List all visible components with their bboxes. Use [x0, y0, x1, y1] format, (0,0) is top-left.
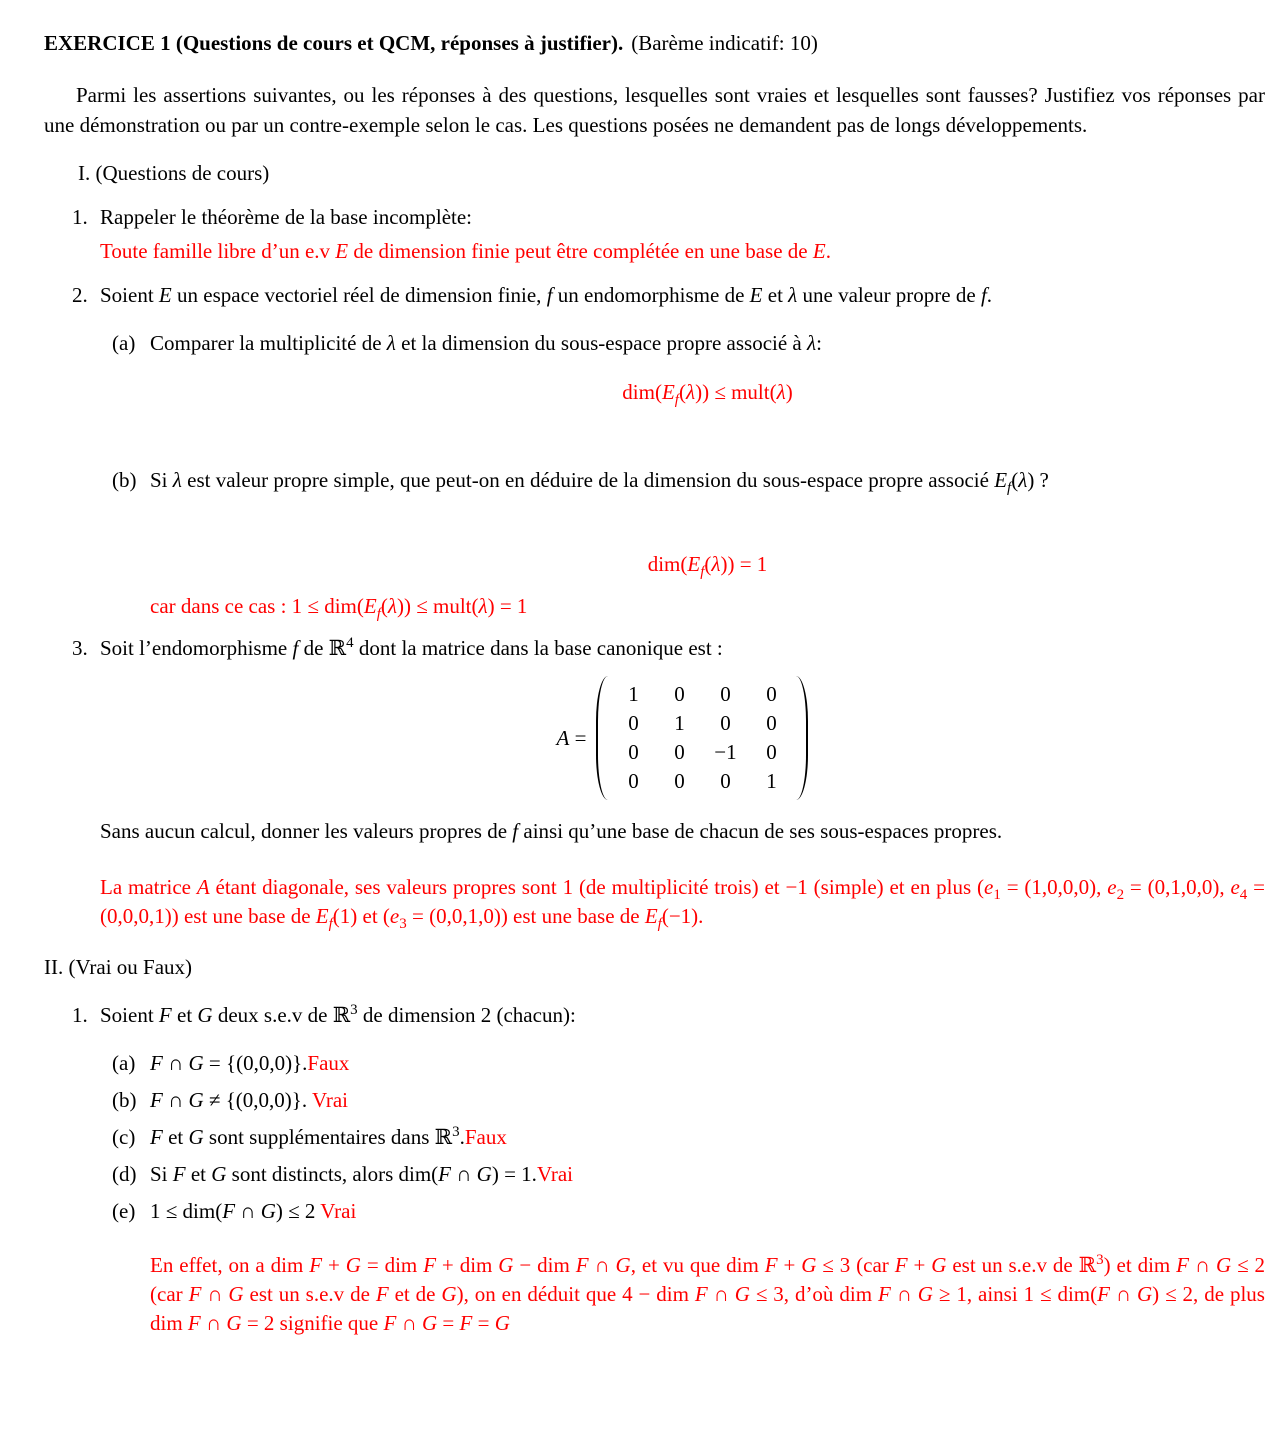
intro-paragraph: Parmi les assertions suivantes, ou les réponses à des questions, lesquelles sont vraies et lesquelles sont fausses? Justifiez vos réponses par une démonstration ou par un contre-exemple selon le cas. Les questions posées ne demandent pas de longs développements.	[44, 83, 1265, 137]
question-ii-1-text: Soient F et G deux s.e.v de ℝ$^3$ de dimension 2 (chacun):	[100, 1002, 576, 1027]
equation-dim-leq-mult: $dim(E_f(\lambda))$ ≤ mult(λ)	[622, 380, 793, 409]
matrix-right-paren	[794, 676, 808, 800]
question-i-1-text: Rappeler le théorème de la base incomplète:	[100, 205, 473, 229]
equation-dim-equals-1: $dim(E_f(\lambda)) = 1$	[647, 552, 768, 581]
truefalse-c-body	[150, 1122, 1265, 1152]
truefalse-a-letter: (a)	[112, 1051, 136, 1075]
matrix-cell: 1	[766, 769, 777, 793]
matrix-cell: 0	[720, 711, 731, 735]
section-i-heading: I. (Questions de cours)	[78, 161, 270, 185]
truefalse-b-verdict: Vrai	[311, 1088, 349, 1112]
truefalse-item-e	[112, 1196, 1265, 1226]
matrix-cell: 0	[766, 682, 777, 706]
question-i-1	[72, 202, 1265, 232]
matrix-cell: 0	[720, 682, 731, 706]
question-i-2a	[112, 328, 1265, 358]
question-ii-1-number: 1.	[72, 1003, 88, 1027]
truefalse-c-statement: F et G sont supplémentaires dans ℝ$^3$.	[150, 1124, 465, 1149]
answer-i-1: Toute famille libre d’un e.v E de dimension finie peut être complétée en une base de E.	[100, 239, 831, 263]
truefalse-a-verdict: Faux	[307, 1051, 350, 1075]
truefalse-d-body	[150, 1159, 1265, 1189]
matrix-grid	[610, 676, 794, 800]
question-i-3	[72, 632, 1265, 664]
truefalse-c-verdict: Faux	[464, 1125, 507, 1149]
truefalse-b-letter: (b)	[112, 1088, 137, 1112]
question-ii-1	[72, 1000, 1265, 1030]
section-ii-heading: II. (Vrai ou Faux)	[44, 955, 193, 979]
truefalse-item-d	[112, 1159, 1265, 1189]
truefalse-c-letter: (c)	[112, 1125, 136, 1149]
matrix-cell: 0	[674, 682, 685, 706]
truefalse-e-verdict: Vrai	[320, 1199, 357, 1223]
answer-i-3: La matrice A étant diagonale, ses valeurs propres sont 1 (de multiplicité trois) et −1 (simple) et en plus ($e_1 = (1,0,0,0)$, $e_2 = (0,1,0,0)$, $e_4 = (0,0,0,1)$) est une base de $E_f(1)$ et $(e_3 = (0,0,1,0))$ est une base de $E_f(-1)$.	[100, 875, 1265, 933]
matrix-cell: 0	[628, 769, 639, 793]
question-i-2a-text: Comparer la multiplicité de λ et la dimension du sous-espace propre associé à λ:	[150, 331, 822, 355]
matrix-cell: 0	[628, 740, 639, 764]
question-i-2	[72, 280, 1265, 310]
question-i-3-text: Soit l’endomorphisme f de ℝ$^4$ dont la matrice dans la base canonique est :	[100, 635, 723, 660]
matrix-cell: 0	[766, 711, 777, 735]
matrix-cell: 0	[674, 740, 685, 764]
question-i-2a-letter: (a)	[112, 331, 136, 355]
answer-i-2b-note: car dans ce cas : $1 \le dim(E_f(\lambda))$ ≤ mult(λ) = 1	[150, 594, 528, 623]
question-i-2b-text: Si λ est valeur propre simple, que peut-on en déduire de la dimension du sous-espace propre associé $E_f(\lambda)$ ?	[150, 468, 1049, 497]
question-i-3-number: 3.	[72, 636, 88, 660]
matrix-cell: 0	[720, 769, 731, 793]
exercise-title-bold: EXERCICE 1 (Questions de cours et QCM, réponses à justifier).	[44, 31, 624, 55]
matrix-cell: 0	[674, 769, 685, 793]
matrix-left-paren	[596, 676, 610, 800]
question-i-2-number: 2.	[72, 283, 88, 307]
matrix-display	[100, 676, 1265, 800]
truefalse-a-body	[150, 1048, 1265, 1078]
truefalse-d-verdict: Vrai	[536, 1162, 573, 1186]
truefalse-item-b	[112, 1085, 1265, 1115]
truefalse-a-statement: F ∩ G = {(0,0,0)}.	[150, 1051, 308, 1075]
matrix-cell: −1	[714, 740, 737, 764]
answer-ii-1-justification: En effet, on a dim F + G = dim F + dim G − dim F ∩ G, et vu que dim F + G ≤ 3 (car F + G est un s.e.v de ℝ$^3$) et dim F ∩ G ≤ 2 (car F ∩ G est un s.e.v de F et de G), on en déduit que 4 − dim F ∩ G ≤ 3, d’où dim F ∩ G ≥ 1, ainsi 1 ≤ dim(F ∩ G) ≤ 2, de plus dim F ∩ G = 2 signifie que F ∩ G = F = G	[150, 1252, 1266, 1335]
truefalse-item-a	[112, 1048, 1265, 1078]
question-i-1-number: 1.	[72, 205, 88, 229]
matrix-equation	[557, 676, 809, 800]
exercise-title	[44, 28, 1265, 58]
truefalse-b-statement: F ∩ G ≠ {(0,0,0)}.	[150, 1088, 312, 1112]
matrix-lhs: A =	[556, 725, 587, 750]
exercise-title-bareme: (Barème indicatif: 10)	[631, 31, 818, 55]
question-i-2b	[112, 464, 1265, 496]
truefalse-b-body	[150, 1085, 1265, 1115]
matrix-cell: 0	[766, 740, 777, 764]
truefalse-e-body	[150, 1196, 1265, 1226]
truefalse-d-letter: (d)	[112, 1162, 137, 1186]
truefalse-item-c	[112, 1122, 1265, 1152]
matrix-cell: 1	[674, 711, 685, 735]
matrix-cell: 0	[628, 711, 639, 735]
question-i-2b-letter: (b)	[112, 468, 137, 492]
question-i-2-text: Soient E un espace vectoriel réel de dimension finie, f un endomorphisme de E et λ une valeur propre de f.	[100, 283, 993, 307]
truefalse-d-statement: Si F et G sont distincts, alors dim(F ∩ G) = 1.	[150, 1162, 537, 1186]
truefalse-e-letter: (e)	[112, 1199, 136, 1223]
truefalse-e-statement: 1 ≤ dim(F ∩ G) ≤ 2	[150, 1199, 321, 1223]
question-i-3-prompt: Sans aucun calcul, donner les valeurs propres de f ainsi qu’une base de chacun de ses sous-espaces propres.	[100, 819, 1003, 843]
matrix-cell: 1	[628, 682, 639, 706]
